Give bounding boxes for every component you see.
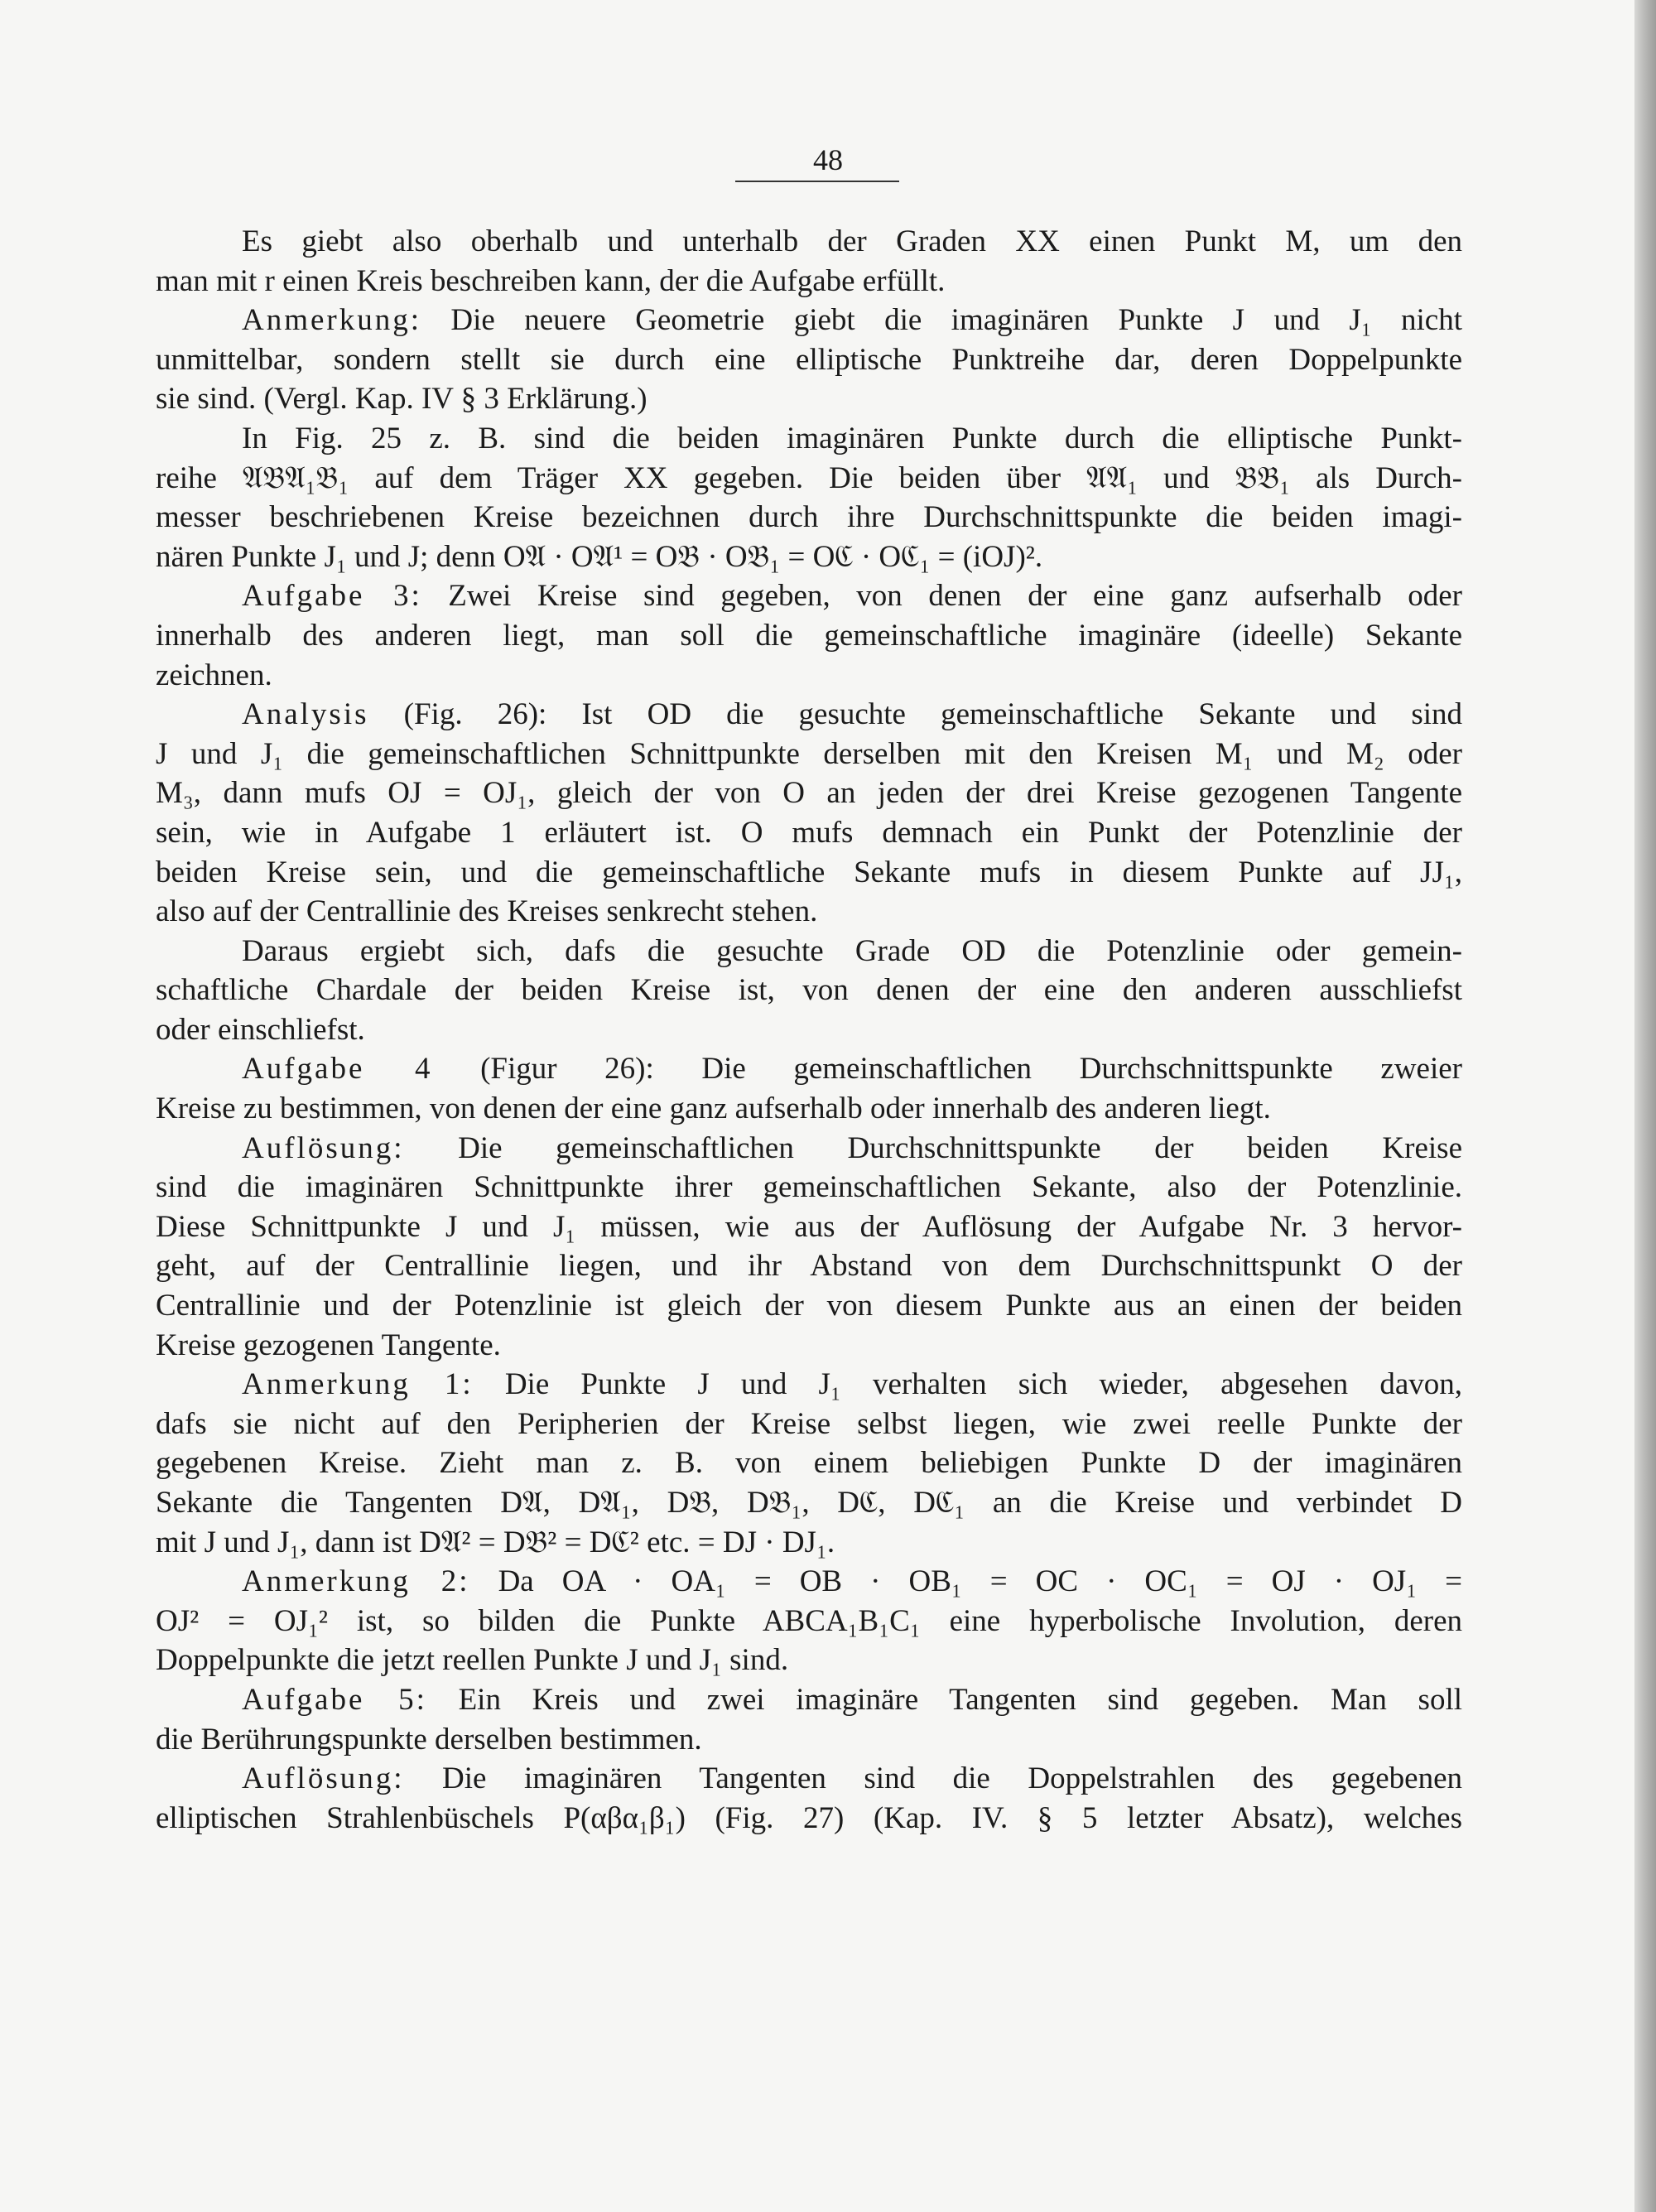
- text-line: [156, 301, 1462, 340]
- line-text: man mit r einen Kreis beschreiben kann, der die Aufgabe erfüllt.: [156, 263, 946, 298]
- section-lead: Aufgabe 3:: [242, 579, 422, 614]
- line-text: gegebenen Kreise. Zieht man z. B. von einem beliebigen Punkte D der imaginären: [156, 1446, 1462, 1481]
- line-text: reihe 𝔄𝔅𝔄₁𝔅₁ auf dem Träger XX gegeben. Die beiden über 𝔄𝔄₁ und 𝔅𝔅₁ als Durch-: [156, 460, 1462, 495]
- line-text: die Berührungspunkte derselben bestimmen.: [156, 1722, 702, 1757]
- text-line: [156, 1483, 1462, 1523]
- text-line: [156, 1523, 1462, 1563]
- line-text: Kreise zu bestimmen, von denen der eine ganz aufserhalb oder innerhalb des anderen liegt.: [156, 1092, 1271, 1126]
- text-line: [156, 1286, 1462, 1326]
- line-text: Da OA · OA₁ = OB · OB₁ = OC · OC₁ = OJ · OJ₁ =: [469, 1564, 1462, 1599]
- text-line: [156, 892, 1462, 932]
- text-line: [156, 656, 1462, 696]
- line-text: OJ² = OJ₁² ist, so bilden die Punkte ABCA₁B₁C₁ eine hyperbolische Involution, deren: [156, 1603, 1462, 1638]
- text-line: [156, 1246, 1462, 1286]
- text-line: [156, 932, 1462, 971]
- text-line: [156, 616, 1462, 656]
- line-text: sind die imaginären Schnittpunkte ihrer gemeinschaftlichen Sekante, also der Potenzlinie.: [156, 1170, 1462, 1205]
- line-text: In Fig. 25 z. B. sind die beiden imaginären Punkte durch die elliptische Punkt-: [242, 421, 1462, 455]
- text-line: [156, 1365, 1462, 1405]
- line-text: Es giebt also oberhalb und unterhalb der Graden XX einen Punkt M, um den: [242, 224, 1462, 258]
- line-text: zeichnen.: [156, 658, 272, 692]
- line-text: Die imaginären Tangenten sind die Doppelstrahlen des gegebenen: [404, 1761, 1462, 1796]
- text-line: [156, 1641, 1462, 1680]
- line-text: Die Punkte J und J₁ verhalten sich wieder, abgesehen davon,: [473, 1367, 1462, 1402]
- section-lead: Analysis: [242, 697, 369, 732]
- text-line: [156, 773, 1462, 813]
- line-text: dafs sie nicht auf den Peripherien der Kreise selbst liegen, wie zwei reelle Punkte der: [156, 1406, 1462, 1441]
- text-line: [156, 971, 1462, 1010]
- line-text: elliptischen Strahlenbüschels P(αβα₁β₁) (Fig. 27) (Kap. IV. § 5 letzter Absatz), welches: [156, 1800, 1462, 1835]
- text-line: [156, 1562, 1462, 1602]
- text-line: [156, 1759, 1462, 1799]
- line-text: J und J₁ die gemeinschaftlichen Schnittpunkte derselben mit den Kreisen M₁ und M₂ oder: [156, 736, 1462, 771]
- text-line: [156, 1602, 1462, 1641]
- text-line: [156, 1720, 1462, 1760]
- line-text: innerhalb des anderen liegt, man soll die gemeinschaftliche imaginäre (ideelle) Sekante: [156, 618, 1462, 653]
- line-text: (Fig. 26): Ist OD die gesuchte gemeinschaftliche Sekante und sind: [368, 697, 1462, 732]
- text-line: [156, 262, 1462, 301]
- line-text: Die gemeinschaftlichen Durchschnittspunkte der beiden Kreise: [404, 1130, 1462, 1165]
- section-lead: Anmerkung:: [242, 303, 422, 338]
- text-line: [156, 340, 1462, 380]
- line-text: M₃, dann mufs OJ = OJ₁, gleich der von O an jeden der drei Kreise gezogenen Tangente: [156, 776, 1462, 811]
- line-text: Kreise gezogenen Tangente.: [156, 1328, 501, 1362]
- line-text: Daraus ergiebt sich, dafs die gesuchte Grade OD die Potenzlinie oder gemein-: [242, 933, 1462, 968]
- line-text: schaftliche Chardale der beiden Kreise ist, von denen der eine den anderen ausschliefst: [156, 973, 1462, 1008]
- line-text: unmittelbar, sondern stellt sie durch eine elliptische Punktreihe dar, deren Doppelpunkte: [156, 342, 1462, 377]
- section-lead: Aufgabe 4: [242, 1052, 433, 1087]
- line-text: Ein Kreis und zwei imaginäre Tangenten sind gegeben. Man soll: [426, 1682, 1462, 1717]
- scan-edge: [1634, 0, 1656, 2212]
- text-line: [156, 853, 1462, 893]
- line-text: sein, wie in Aufgabe 1 erläutert ist. O mufs demnach ein Punkt der Potenzlinie der: [156, 815, 1462, 850]
- text-line: [156, 576, 1462, 616]
- text-line: [156, 735, 1462, 774]
- text-line: [156, 813, 1462, 853]
- line-text: Doppelpunkte die jetzt reellen Punkte J und J₁ sind.: [156, 1643, 789, 1678]
- text-line: [156, 1010, 1462, 1050]
- line-text: messer beschriebenen Kreise bezeichnen durch ihre Durchschnittspunkte die beiden imagi-: [156, 500, 1462, 535]
- section-lead: Anmerkung 1:: [242, 1367, 474, 1402]
- line-text: (Figur 26): Die gemeinschaftlichen Durchschnittspunkte zweier: [432, 1052, 1462, 1087]
- text-line: [156, 419, 1462, 459]
- text-line: [156, 498, 1462, 537]
- line-text: nären Punkte J₁ und J; denn O𝔄 · O𝔄¹ = O𝔅 · O𝔅₁ = Oℭ · Oℭ₁ = (iOJ)².: [156, 539, 1043, 574]
- header-rule: [735, 181, 899, 182]
- line-text: Zwei Kreise sind gegeben, von denen der eine ganz aufserhalb oder: [421, 579, 1462, 614]
- line-text: beiden Kreise sein, und die gemeinschaftliche Sekante mufs in diesem Punkte auf JJ₁,: [156, 855, 1462, 889]
- text-line: [156, 379, 1462, 419]
- page-number: 48: [813, 143, 843, 176]
- text-line: [156, 1680, 1462, 1720]
- text-line: [156, 1168, 1462, 1207]
- section-lead: Auflösung:: [242, 1761, 405, 1796]
- line-text: Sekante die Tangenten D𝔄, D𝔄₁, D𝔅, D𝔅₁, Dℭ, Dℭ₁ an die Kreise und verbindet D: [156, 1486, 1462, 1520]
- text-line: [156, 1129, 1462, 1169]
- section-lead: Anmerkung 2:: [242, 1564, 470, 1599]
- section-lead: Aufgabe 5:: [242, 1682, 427, 1717]
- text-line: [156, 1326, 1462, 1366]
- section-lead: Auflösung:: [242, 1130, 405, 1165]
- text-line: [156, 1089, 1462, 1129]
- line-text: mit J und J₁, dann ist D𝔄² = D𝔅² = Dℭ² etc. = DJ · DJ₁.: [156, 1525, 835, 1559]
- line-text: Centrallinie und der Potenzlinie ist gleich der von diesem Punkte aus an einen der beiden: [156, 1289, 1462, 1323]
- text-line: [156, 1207, 1462, 1247]
- text-line: [156, 695, 1462, 735]
- text-line: [156, 1405, 1462, 1444]
- line-text: oder einschliefst.: [156, 1012, 365, 1047]
- text-line: [156, 1443, 1462, 1483]
- text-line: [156, 1049, 1462, 1089]
- text-line: [156, 222, 1462, 262]
- line-text: also auf der Centrallinie des Kreises senkrecht stehen.: [156, 894, 818, 929]
- text-line: [156, 1799, 1462, 1839]
- line-text: Die neuere Geometrie giebt die imaginären Punkte J und J₁ nicht: [421, 303, 1462, 338]
- text-line: [156, 459, 1462, 499]
- line-text: geht, auf der Centrallinie liegen, und ihr Abstand von dem Durchschnittspunkt O der: [156, 1249, 1462, 1284]
- body-text: [156, 222, 1462, 1838]
- text-line: [156, 537, 1462, 577]
- line-text: sie sind. (Vergl. Kap. IV § 3 Erklärung.): [156, 382, 647, 417]
- line-text: Diese Schnittpunkte J und J₁ müssen, wie aus der Auflösung der Aufgabe Nr. 3 hervor-: [156, 1209, 1462, 1244]
